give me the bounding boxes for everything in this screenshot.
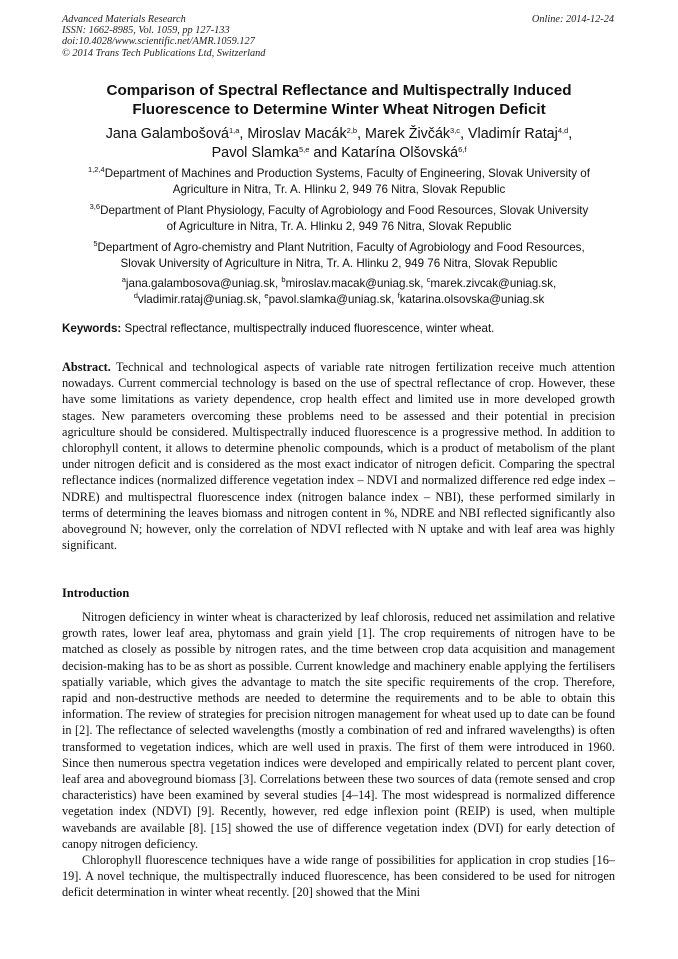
affiliation-2 bbox=[50, 203, 628, 234]
email-address: marek.zivcak@uniag.sk, bbox=[430, 277, 557, 290]
keywords-label: Keywords: bbox=[62, 322, 122, 335]
author-affiliation-mark: 3,c bbox=[450, 126, 461, 135]
author-affiliation-mark: 2,b bbox=[346, 126, 358, 135]
section-heading-introduction: Introduction bbox=[62, 586, 130, 600]
affiliation-mark: 5 bbox=[93, 239, 98, 248]
author-name: Jana Galambošová bbox=[105, 126, 229, 142]
copyright-line: © 2014 Trans Tech Publications Ltd, Switzerland bbox=[62, 47, 266, 59]
affiliation-line: Agriculture in Nitra, Tr. A. Hlinku 2, 949 76 Nitra, Slovak Republic bbox=[172, 182, 506, 196]
affiliation-mark: 3,6 bbox=[89, 202, 101, 211]
affiliation-mark: 1,2,4 bbox=[88, 165, 105, 174]
email-address: miroslav.macak@uniag.sk, bbox=[285, 277, 427, 290]
affiliation-line: Slovak University of Agriculture in Nitra, Tr. A. Hlinku 2, 949 76 Nitra, Slovak Republic bbox=[120, 256, 558, 270]
author-affiliation-mark: 6,f bbox=[458, 145, 467, 154]
affiliation-text: Department of Plant Physiology, Faculty of Agrobiology and Food Resources, Slovak University bbox=[100, 204, 589, 217]
affiliation-1 bbox=[50, 166, 628, 197]
email-line-1 bbox=[50, 276, 628, 292]
author-separator: , bbox=[239, 126, 248, 142]
author-separator: , bbox=[357, 126, 366, 142]
author-separator: and bbox=[309, 145, 342, 161]
authors-line-2 bbox=[30, 144, 648, 163]
email-mark: a bbox=[121, 275, 126, 284]
author-affiliation-mark: 1,a bbox=[228, 126, 240, 135]
doi-line: doi:10.4028/www.scientific.net/AMR.1059.127 bbox=[62, 36, 255, 48]
affiliation-line bbox=[50, 240, 628, 256]
journal-header bbox=[62, 14, 265, 59]
introduction-body bbox=[62, 609, 615, 901]
author-separator: , bbox=[460, 126, 469, 142]
authors-line-1 bbox=[30, 125, 648, 144]
email-mark: e bbox=[264, 290, 269, 300]
journal-name: Advanced Materials Research bbox=[62, 14, 186, 25]
keywords bbox=[62, 322, 494, 335]
title-line-2: Fluorescence to Determine Winter Wheat Nitrogen Deficit bbox=[132, 101, 546, 118]
author-affiliation-mark: 5,e bbox=[299, 145, 310, 154]
author-name: Marek Živčák bbox=[365, 126, 451, 142]
author-name: Miroslav Macák bbox=[247, 126, 347, 142]
abstract-text: Technical and technological aspects of variable rate nitrogen fertilization receive much attention nowadays. Current commercial technology is based on the use of spectral reflectance of crop. However, these have some limitations as variety dependence, crop health effect and limited use in more developed growth stages. New parameters overcoming these problems need to be assessed and their potential in precision agriculture should be considered. Multispectrally induced fluorescence is a progressive method. In addition to chlorophyll content, it allows to determine phenolic compounds, which is a product of metabolism of the plant under nitrogen deficit and is considered as the most exact indicator of nitrogen deficit. Comparing the spectral reflectance indices (normalized difference vegetation index – NDVI and normalized difference red edge index – NDRE) and multispectral fluorescence index (nitrogen balance index – NBI), these performed similarly in terms of determining the leaves biomass and nitrogen content in %, NDRE and NBI reflected significantly also aboveground N; however, only the correlation of NDVI reflected with N uptake and with leaf area was highly significant. bbox=[62, 360, 615, 553]
affiliation-text: Department of Machines and Production Systems, Faculty of Engineering, Slovak University of bbox=[104, 167, 590, 180]
author-affiliation-mark: 4,d bbox=[557, 126, 569, 135]
author-name: Vladimír Rataj bbox=[468, 126, 558, 142]
author-name: Pavol Slamka bbox=[211, 145, 299, 161]
issn-line: ISSN: 1662-8985, Vol. 1059, pp 127-133 bbox=[62, 25, 230, 37]
email-line-2 bbox=[50, 292, 628, 308]
affiliation-line bbox=[50, 166, 628, 182]
email-address: katarina.olsovska@uniag.sk bbox=[399, 292, 545, 306]
abstract-label: Abstract. bbox=[62, 360, 111, 374]
email-list bbox=[50, 276, 628, 307]
email-address: jana.galambosova@uniag.sk, bbox=[125, 277, 282, 290]
affiliation-3 bbox=[50, 240, 628, 271]
author-separator: , bbox=[568, 126, 573, 142]
keywords-text: Spectral reflectance, multispectrally induced fluorescence, winter wheat. bbox=[121, 322, 495, 335]
author-list bbox=[30, 125, 648, 163]
email-mark: b bbox=[281, 275, 286, 284]
author-name: Katarína Olšovská bbox=[341, 145, 459, 161]
introduction-paragraph-2: Chlorophyll fluorescence techniques have a wide range of possibilities for application in crop studies [16–19]. A novel technique, the multispectrally induced fluorescence, has been considered to be used for nitrogen deficit determination in winter wheat recently. [20] showed that the Mini bbox=[62, 853, 615, 900]
email-address: pavol.slamka@uniag.sk, bbox=[268, 292, 398, 306]
title-line-1: Comparison of Spectral Reflectance and Multispectrally Induced bbox=[106, 82, 572, 99]
affiliation-line bbox=[50, 203, 628, 219]
abstract-paragraph bbox=[62, 359, 615, 553]
email-mark: d bbox=[133, 290, 138, 300]
email-mark: c bbox=[426, 275, 431, 284]
online-date: Online: 2014-12-24 bbox=[531, 14, 614, 25]
affiliation-line: of Agriculture in Nitra, Tr. A. Hlinku 2, 949 76 Nitra, Slovak Republic bbox=[166, 219, 512, 233]
email-mark: f bbox=[397, 290, 400, 300]
affiliation-text: Department of Agro-chemistry and Plant Nutrition, Faculty of Agrobiology and Food Resources, bbox=[97, 241, 585, 254]
email-address: vladimir.rataj@uniag.sk, bbox=[137, 292, 265, 306]
abstract bbox=[62, 359, 615, 553]
introduction-paragraph-1: Nitrogen deficiency in winter wheat is characterized by leaf chlorosis, reduced net assimilation and relative growth rates, lower leaf area, phytomass and grain yield [1]. The crop requirements of nitrogen have to be matched as closely as possible by nitrogen rates, and the time between crop data acquisition and management decision-making has to be as short as possible. Current knowledge and machinery enable applying the fertilisers spatially variable, which gives the advantage to match the site specific requirements of the crop. Therefore, rapid and non-destructive methods are needed to determine the requirements and to be able to obtain this information. The review of strategies for precision nitrogen management for wheat used up to date can be found in [2]. The reflectance of selected wavelengths (mostly a combination of red and infrared wavelengths) is often transformed to vegetation indices, which are well used in praxis. The first of them were introduced in 1960. Since then numerous spectra vegetation indices were developed and empirically related to percent plant cover, leaf area and aboveground biomass [3]. Correlations between these two sources of data (remote sensed and crop characteristics) have been examined by several studies [4–14]. The most widespread is normalized difference vegetation index (NDVI) [9]. Recently, however, red edge inflexion point (REIP) is used, when multiple wavebands are available [8]. [15] showed the use of difference vegetation index (DVI) for early detection of canopy nitrogen deficiency. bbox=[62, 610, 615, 851]
paper-title bbox=[40, 81, 638, 119]
